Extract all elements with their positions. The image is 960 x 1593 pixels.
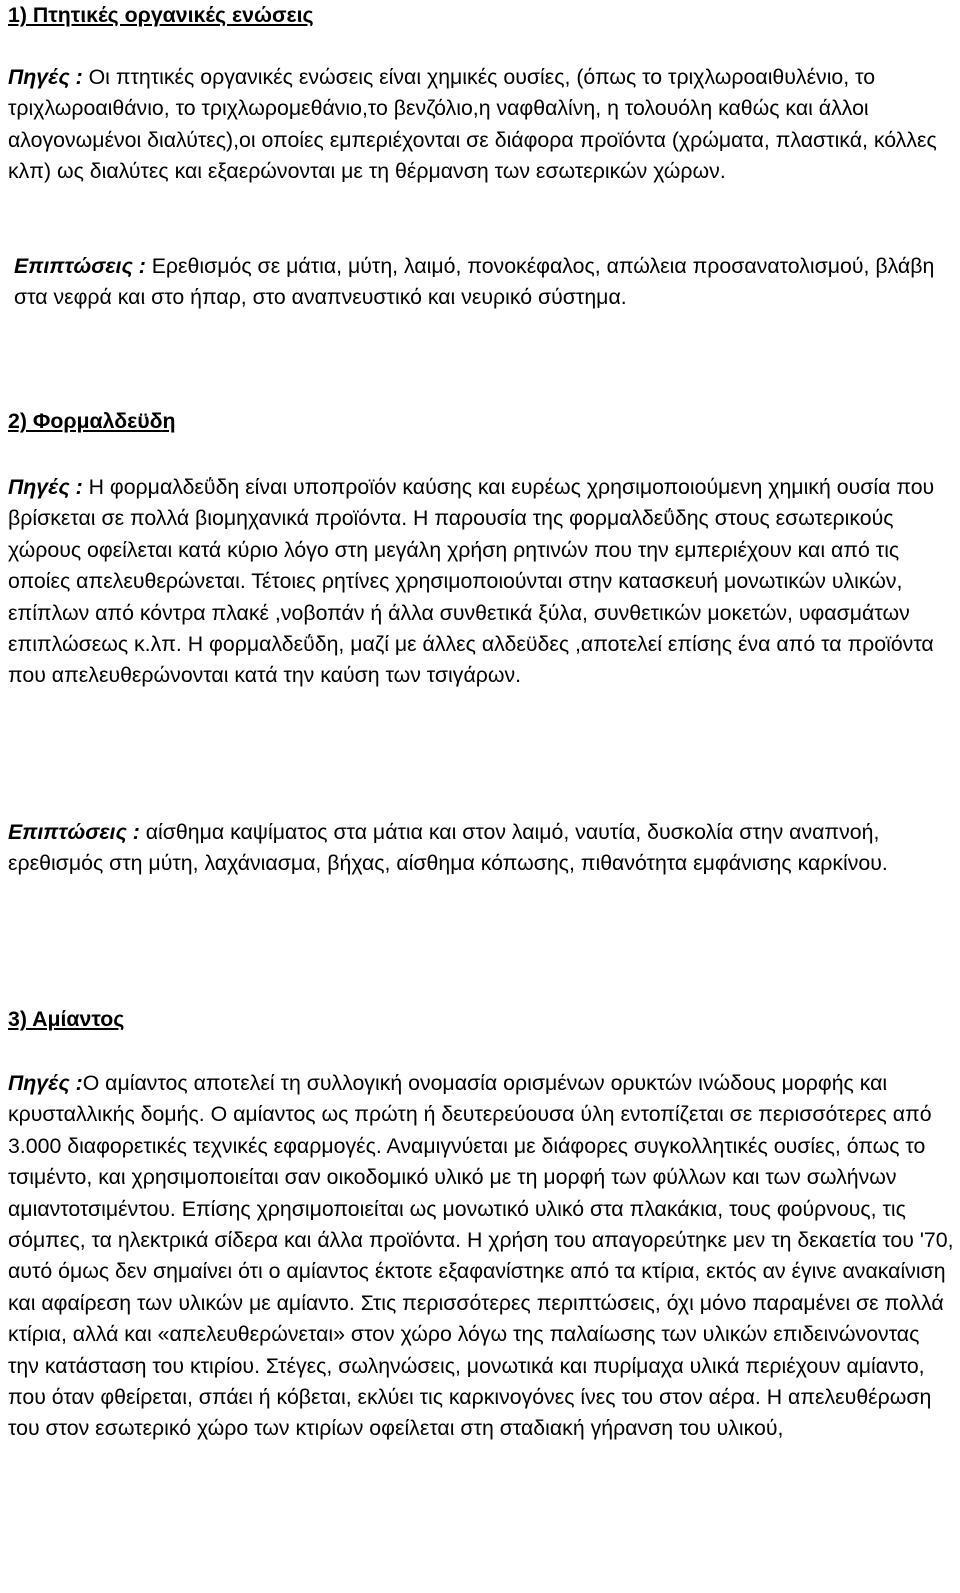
section-2-effects-text: αίσθημα καψίματος στα μάτια και στον λαιμό, ναυτία, δυσκολία στην αναπνοή, ερεθισμός στη μύτη, λαχάνιασμα, βήχας, αίσθημα κόπωσης, πιθανότητα εμφάνισης καρκίνου. <box>8 820 888 876</box>
section-2-title: 2) Φορμαλδεϋδη <box>8 409 176 433</box>
section-1-title: 1) Πτητικές οργανικές ενώσεις <box>8 3 314 27</box>
section-1-effects-label: Επιπτώσεις : <box>14 254 146 278</box>
section-1-sources-paragraph <box>8 62 954 188</box>
section-3-sources-label: Πηγές : <box>8 1071 83 1095</box>
section-2-sources-text: Η φορμαλδεΰδη είναι υποπροϊόν καύσης και ευρέως χρησιμοποιούμενη χημική ουσία που βρίσκεται σε πολλά βιομηχανικά προϊόντα. Η παρουσία της φορμαλδεΰδης στους εσωτερικούς χώρους οφείλεται κατά κύριο λόγο στη μεγάλη χρήση ρητινών που την εμπεριέχουν και από τις οποίες απελευθερώνεται. Τέτοιες ρητίνες χρησιμοποιούνται στην κατασκευή μονωτικών υλικών, επίπλων από κόντρα πλακέ ,νοβοπάν ή άλλα συνθετικά ξύλα, συνθετικών μοκετών, υφασμάτων επιπλώσεως κ.λπ. Η φορμαλδεΰδη, μαζί με άλλες αλδεϋδες ,αποτελεί επίσης ένα από τα προϊόντα που απελευθερώνονται κατά την καύση των τσιγάρων. <box>8 475 935 688</box>
section-1-effects-text: Ερεθισμός σε μάτια, μύτη, λαιμό, πονοκέφαλος, απώλεια προσανατολισμού, βλάβη στα νεφρά και στο ήπαρ, στο αναπνευστικό και νευρικό σύστημα. <box>14 254 935 310</box>
section-2-sources-paragraph <box>8 472 954 692</box>
section-1-effects-paragraph <box>8 251 954 314</box>
section-3-sources-paragraph <box>8 1068 954 1445</box>
section-1-sources-label: Πηγές : <box>8 65 83 89</box>
section-3-sources-text: Ο αμίαντος αποτελεί τη συλλογική ονομασία ορισμένων ορυκτών ινώδους μορφής και κρυσταλλικής δομής. Ο αμίαντος ως πρώτη ή δευτερεύουσα ύλη εντοπίζεται σε περισσότερες από 3.000 διαφορετικές τεχνικές εφαρμογές. Αναμιγνύεται με διάφορες συγκολλητικές ουσίες, όπως το τσιμέντο, και χρησιμοποιείται σαν οικοδομικό υλικό με τη μορφή των φύλλων και των σωλήνων αμιαντοτσιμέντου. Επίσης χρησιμοποιείται ως μονωτικό υλικό στα πλακάκια, τους φούρνους, τις σόμπες, τα ηλεκτρικά σίδερα και άλλα προϊόντα. Η χρήση του απαγορεύτηκε μεν τη δεκαετία του '70, αυτό όμως δεν σημαίνει ότι ο αμίαντος έκτοτε εξαφανίστηκε από τα κτίρια, εκτός αν έγινε ανακαίνιση και αφαίρεση των υλικών με αμίαντο. Στις περισσότερες περιπτώσεις, όχι μόνο παραμένει σε πολλά κτίρια, αλλά και «απελευθερώνεται» στον χώρο λόγω της παλαίωσης των υλικών επιδεινώνοντας την κατάσταση του κτιρίου. Στέγες, σωληνώσεις, μονωτικά και πυρίμαχα υλικά περιέχουν αμίαντο, που όταν φθείρεται, σπάει ή κόβεται, εκλύει τις καρκινογόνες ίνες του στον αέρα. Η απελευθέρωση του στον εσωτερικό χώρο των κτιρίων οφείλεται στη σταδιακή γήρανση του υλικού, <box>8 1071 954 1441</box>
section-2-effects-label: Επιπτώσεις : <box>8 820 140 844</box>
section-3-title: 3) Αμίαντος <box>8 1007 125 1031</box>
section-2-sources-label: Πηγές : <box>8 475 83 499</box>
section-2-effects-paragraph <box>8 817 954 880</box>
section-1-sources-text: Οι πτητικές οργανικές ενώσεις είναι χημικές ουσίες, (όπως το τριχλωροαιθυλένιο, το τριχλωροαιθάνιο, το τριχλωρομεθάνιο,το βενζόλιο,η ναφθαλίνη, η τολουόλη καθώς και άλλοι αλογονωμένοι διαλύτες),οι οποίες εμπεριέχονται σε διάφορα προϊόντα (χρώματα, πλαστικά, κόλλες κλπ) ως διαλύτες και εξαερώνονται με τη θέρμανση των εσωτερικών χώρων. <box>8 65 937 184</box>
